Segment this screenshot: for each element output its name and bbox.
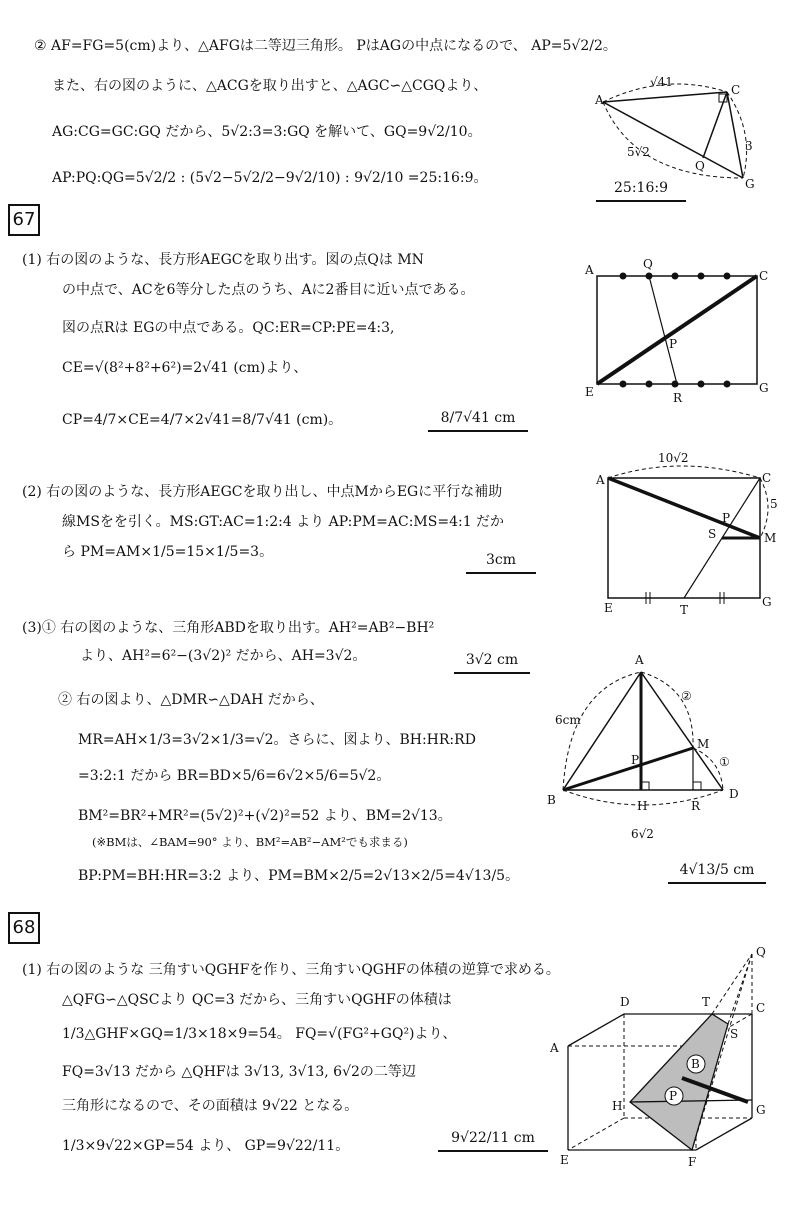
figure-cuboid-pyramid <box>542 940 782 1170</box>
text-line: の中点で、ACを6等分した点のうち、Aに2番目に近い点である。 <box>62 282 475 298</box>
label-g: G <box>745 177 755 191</box>
text-line: 1/3△GHF×GQ=1/3×18×9=54。 FQ=√(FG²+GQ²)より、 <box>62 1026 457 1042</box>
label-c: C <box>762 471 772 485</box>
answer-text: 3cm <box>485 552 517 568</box>
label-s: S <box>708 527 717 541</box>
text-line: 1/3×9√22×GP=54 より、 GP=9√22/11。 <box>62 1138 350 1154</box>
text-line: AP:PQ:QG=5√2/2 : (5√2−5√2/2−9√2/10) : 9√2/10 =25:16:9。 <box>52 170 488 186</box>
answer-text: 25:16:9 <box>614 180 668 196</box>
text-line: また、右の図のように、△ACGを取り出すと、△AGC∽△CGQより、 <box>52 78 488 94</box>
label-e: E <box>604 601 613 615</box>
answer-box <box>438 1130 548 1146</box>
figure-rectangle-aegc-2 <box>590 444 790 617</box>
label-s: S <box>730 1027 739 1041</box>
label-r: R <box>673 391 683 405</box>
answer-box <box>454 652 530 668</box>
figure-rectangle-aegc-1 <box>585 258 785 408</box>
label-h: H <box>612 1099 623 1113</box>
label-p: P <box>631 753 640 767</box>
text-line: △QFG∽△QSCより QC=3 だから、三角すいQGHFの体積は <box>62 992 452 1008</box>
label-d: D <box>620 995 630 1009</box>
problem-number-68: 68 <box>8 912 40 944</box>
label-d: D <box>729 787 739 801</box>
label-q: Q <box>695 159 705 173</box>
label-g: G <box>756 1103 766 1117</box>
label-a: A <box>595 93 604 107</box>
text-line: (2) 右の図のような、長方形AEGCを取り出し、中点MからEGに平行な補助 <box>22 484 503 500</box>
text-line: BP:PM=BH:HR=3:2 より、PM=BM×2/5=2√13×2/5=4√13/5。 <box>78 868 520 884</box>
label-a: A <box>550 1041 559 1055</box>
label-r: R <box>691 799 701 813</box>
problem-number-67: 67 <box>8 204 40 236</box>
text-line: より、AH²=6²−(3√2)² だから、AH=3√2。 <box>80 648 367 664</box>
note-line: (※BMは、∠BAM=90° より、BM²=AB²−AM²でも求まる) <box>92 835 408 849</box>
label-t: T <box>680 603 689 617</box>
text-line: ② 右の図より、△DMR∽△DAH だから、 <box>58 692 324 708</box>
text-line: ら PM=AM×1/5=15×1/5=3。 <box>62 544 274 560</box>
text-line: 三角形になるので、その面積は 9√22 となる。 <box>62 1098 359 1114</box>
label-e: E <box>585 385 594 399</box>
label-circle-1: ① <box>719 755 730 769</box>
label-e: E <box>560 1153 569 1167</box>
label-p: P <box>669 1089 678 1103</box>
label-t: T <box>702 995 711 1009</box>
label-p: P <box>669 337 678 351</box>
text-line: 線MSをを引く。MS:GT:AC=1:2:4 より AP:PM=AC:MS=4:1 だか <box>62 514 505 530</box>
label-f: F <box>688 1155 697 1169</box>
label-side: 5 <box>770 497 778 511</box>
answer-text: 3√2 cm <box>465 652 519 668</box>
label-p: P <box>722 511 731 525</box>
label-ab: 6cm <box>555 713 581 727</box>
text-line: (1) 右の図のような 三角すいQGHFを作り、三角すいQGHFの体積の逆算で求める。 <box>22 962 560 978</box>
label-q: Q <box>756 945 766 959</box>
label-bd: 6√2 <box>631 827 654 841</box>
label-b: B <box>691 1057 700 1071</box>
label-a: A <box>635 653 644 667</box>
label-g: G <box>762 595 772 609</box>
text-line: AG:CG=GC:GQ だから、5√2:3=3:GQ を解いて、GQ=9√2/10。 <box>52 124 482 140</box>
label-m: M <box>697 737 710 751</box>
label-top: 10√2 <box>658 451 689 465</box>
answer-box <box>466 552 536 568</box>
text-line: MR=AH×1/3=3√2×1/3=√2。さらに、図より、BH:HR:RD <box>78 732 476 748</box>
label-b: B <box>547 793 556 807</box>
answer-box <box>668 862 766 878</box>
label-q: Q <box>643 257 653 271</box>
label-c: C <box>756 1001 766 1015</box>
label-g: G <box>759 381 769 395</box>
text-line: (1) 右の図のような、長方形AEGCを取り出す。図の点Qは MN <box>22 252 424 268</box>
text-line: FQ=3√13 だから △QHFは 3√13, 3√13, 6√2の二等辺 <box>62 1064 416 1080</box>
answer-text: 8/7√41 cm <box>440 410 516 426</box>
label-a: A <box>585 263 594 277</box>
figure-triangle-acg <box>595 75 765 191</box>
text-line: ② AF=FG=5(cm)より、△AFGは二等辺三角形。 PはAGの中点になるので、 AP=5√2/2。 <box>34 38 617 54</box>
label-ac: √41 <box>650 75 673 89</box>
text-line: CE=√(8²+8²+6²)=2√41 (cm)より、 <box>62 360 308 376</box>
label-c: C <box>759 269 769 283</box>
text-line: (3)① 右の図のような、三角形ABDを取り出す。AH²=AB²−BH² <box>22 620 435 636</box>
label-ag: 5√2 <box>627 145 650 159</box>
label-m: M <box>764 531 777 545</box>
text-line: CP=4/7×CE=4/7×2√41=8/7√41 (cm)。 <box>62 412 343 428</box>
text-line: 図の点Rは EGの中点である。QC:ER=CP:PE=4:3, <box>62 320 395 336</box>
label-h: H <box>637 799 648 813</box>
answer-text: 4√13/5 cm <box>679 862 755 878</box>
answer-box <box>428 410 528 426</box>
answer-text: 9√22/11 cm <box>451 1130 535 1146</box>
figure-triangle-abd <box>545 648 765 848</box>
text-line: BM²=BR²+MR²=(5√2)²+(√2)²=52 より、BM=2√13。 <box>78 808 452 824</box>
label-a: A <box>596 473 605 487</box>
label-c: C <box>731 83 741 97</box>
label-cg: 3 <box>745 139 753 153</box>
label-circle-2: ② <box>681 689 692 703</box>
text-line: =3:2:1 だから BR=BD×5/6=6√2×5/6=5√2。 <box>78 768 391 784</box>
